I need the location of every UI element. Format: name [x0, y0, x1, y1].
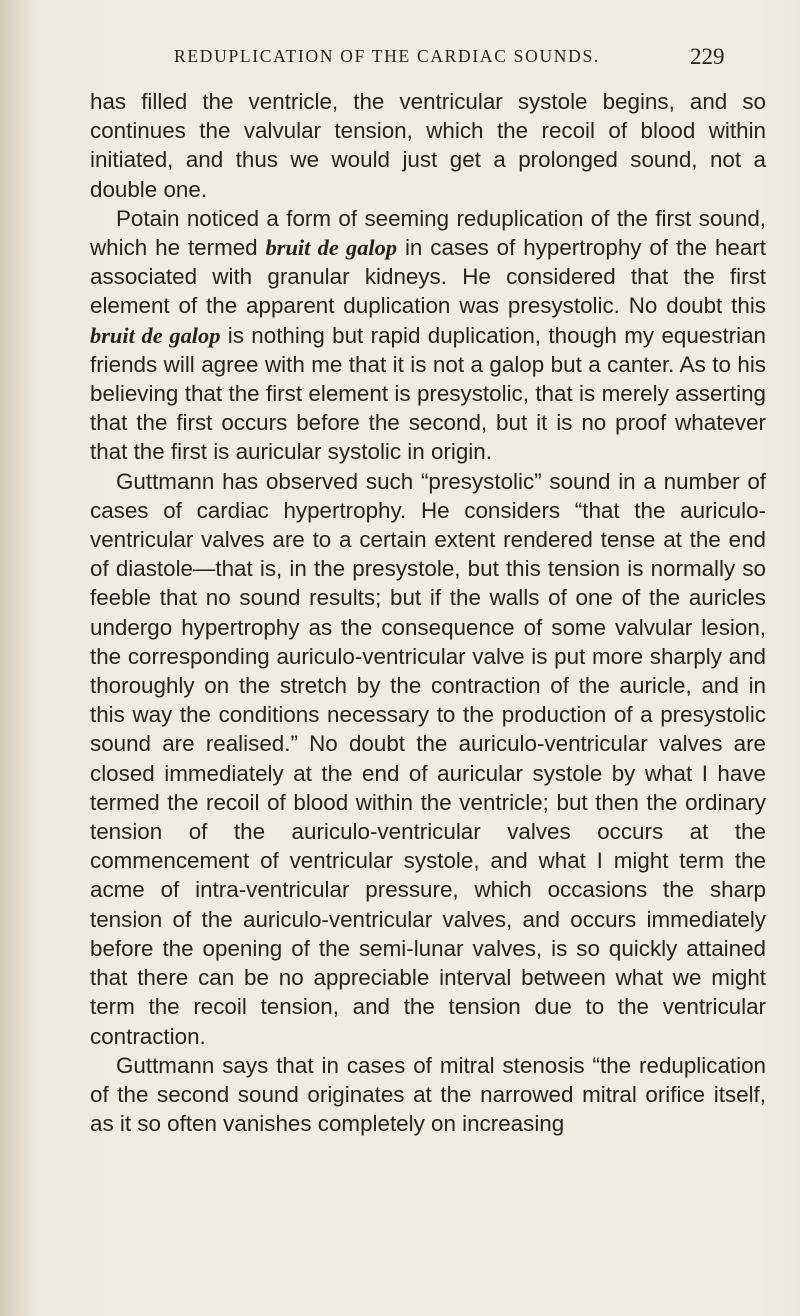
text-segment: is nothing but rapid duplication, though my equestrian friends will agree with me that it is not a galop but a canter. As to his believing that the first element is presystolic, that is merely asserting that the first occurs before the second, but it is no proof whatever that the first is auricular systolic in origin. — [90, 322, 767, 465]
page-gutter-shadow — [0, 0, 30, 1316]
running-title: REDUPLICATION OF THE CARDIAC SOUNDS. — [174, 46, 600, 66]
text-segment: Potain noticed a form of seeming reduplication of the first sound, which he termed — [90, 205, 766, 261]
body-text — [90, 87, 766, 1138]
paragraph-guttmann-presystolic — [90, 467, 766, 1051]
italic-term: bruit de galop — [90, 322, 221, 348]
paragraph-continued — [90, 87, 766, 204]
page-number: 229 — [690, 44, 725, 69]
text-segment: Guttmann has observed such “presystolic” sound in a number of cases of cardiac hypertrophy. He considers “that the auriculo-ventricular valves are to a certain extent rendered tense at the end of diastole—that is, in the presystole, but this tension is normally so feeble that no sound results; but if the walls of one of the auricles undergo hypertrophy as the consequence of some valvular lesion, the corresponding auriculo-ventricular valve is put more sharply and thoroughly on the stretch by the contraction of the auricle, and in this way the conditions necessary to the production of a presystolic sound are realised.” No doubt the auriculo-ventricular valves are closed immediately at the end of auricular systole by what I have termed the recoil of blood within the ventricle; but then the ordinary tension of the auriculo-ventricular valves occurs at the commencement of ventricular systole, and what I might term the acme of intra-ventricular pressure, which occasions the sharp tension of the auriculo-ventricular valves, and occurs immediately before the opening of the semi-lunar valves, is so quickly attained that there can be no appreciable interval between what we might term the recoil tension, and the tension due to the ventricular contraction. — [90, 468, 766, 1049]
text-segment: Guttmann says that in cases of mitral stenosis “the reduplication of the second sound originates at the narrowed mitral orifice itself, as it so often vanishes completely on increasing — [90, 1052, 766, 1137]
paragraph-potain — [90, 204, 766, 467]
paragraph-guttmann-mitral — [90, 1051, 766, 1139]
text-segment: in cases of hypertrophy of the heart associated with granular kidneys. He considered that the first element of the apparent duplication was presystolic. No doubt this — [90, 235, 767, 319]
italic-term: bruit de galop — [265, 235, 398, 261]
text-segment: has filled the ventricle, the ventricular systole begins, and so continues the valvular tension, which the recoil of blood within initiated, and thus we would just get a prolonged sound, not a double one. — [90, 89, 766, 202]
running-head — [0, 40, 800, 70]
